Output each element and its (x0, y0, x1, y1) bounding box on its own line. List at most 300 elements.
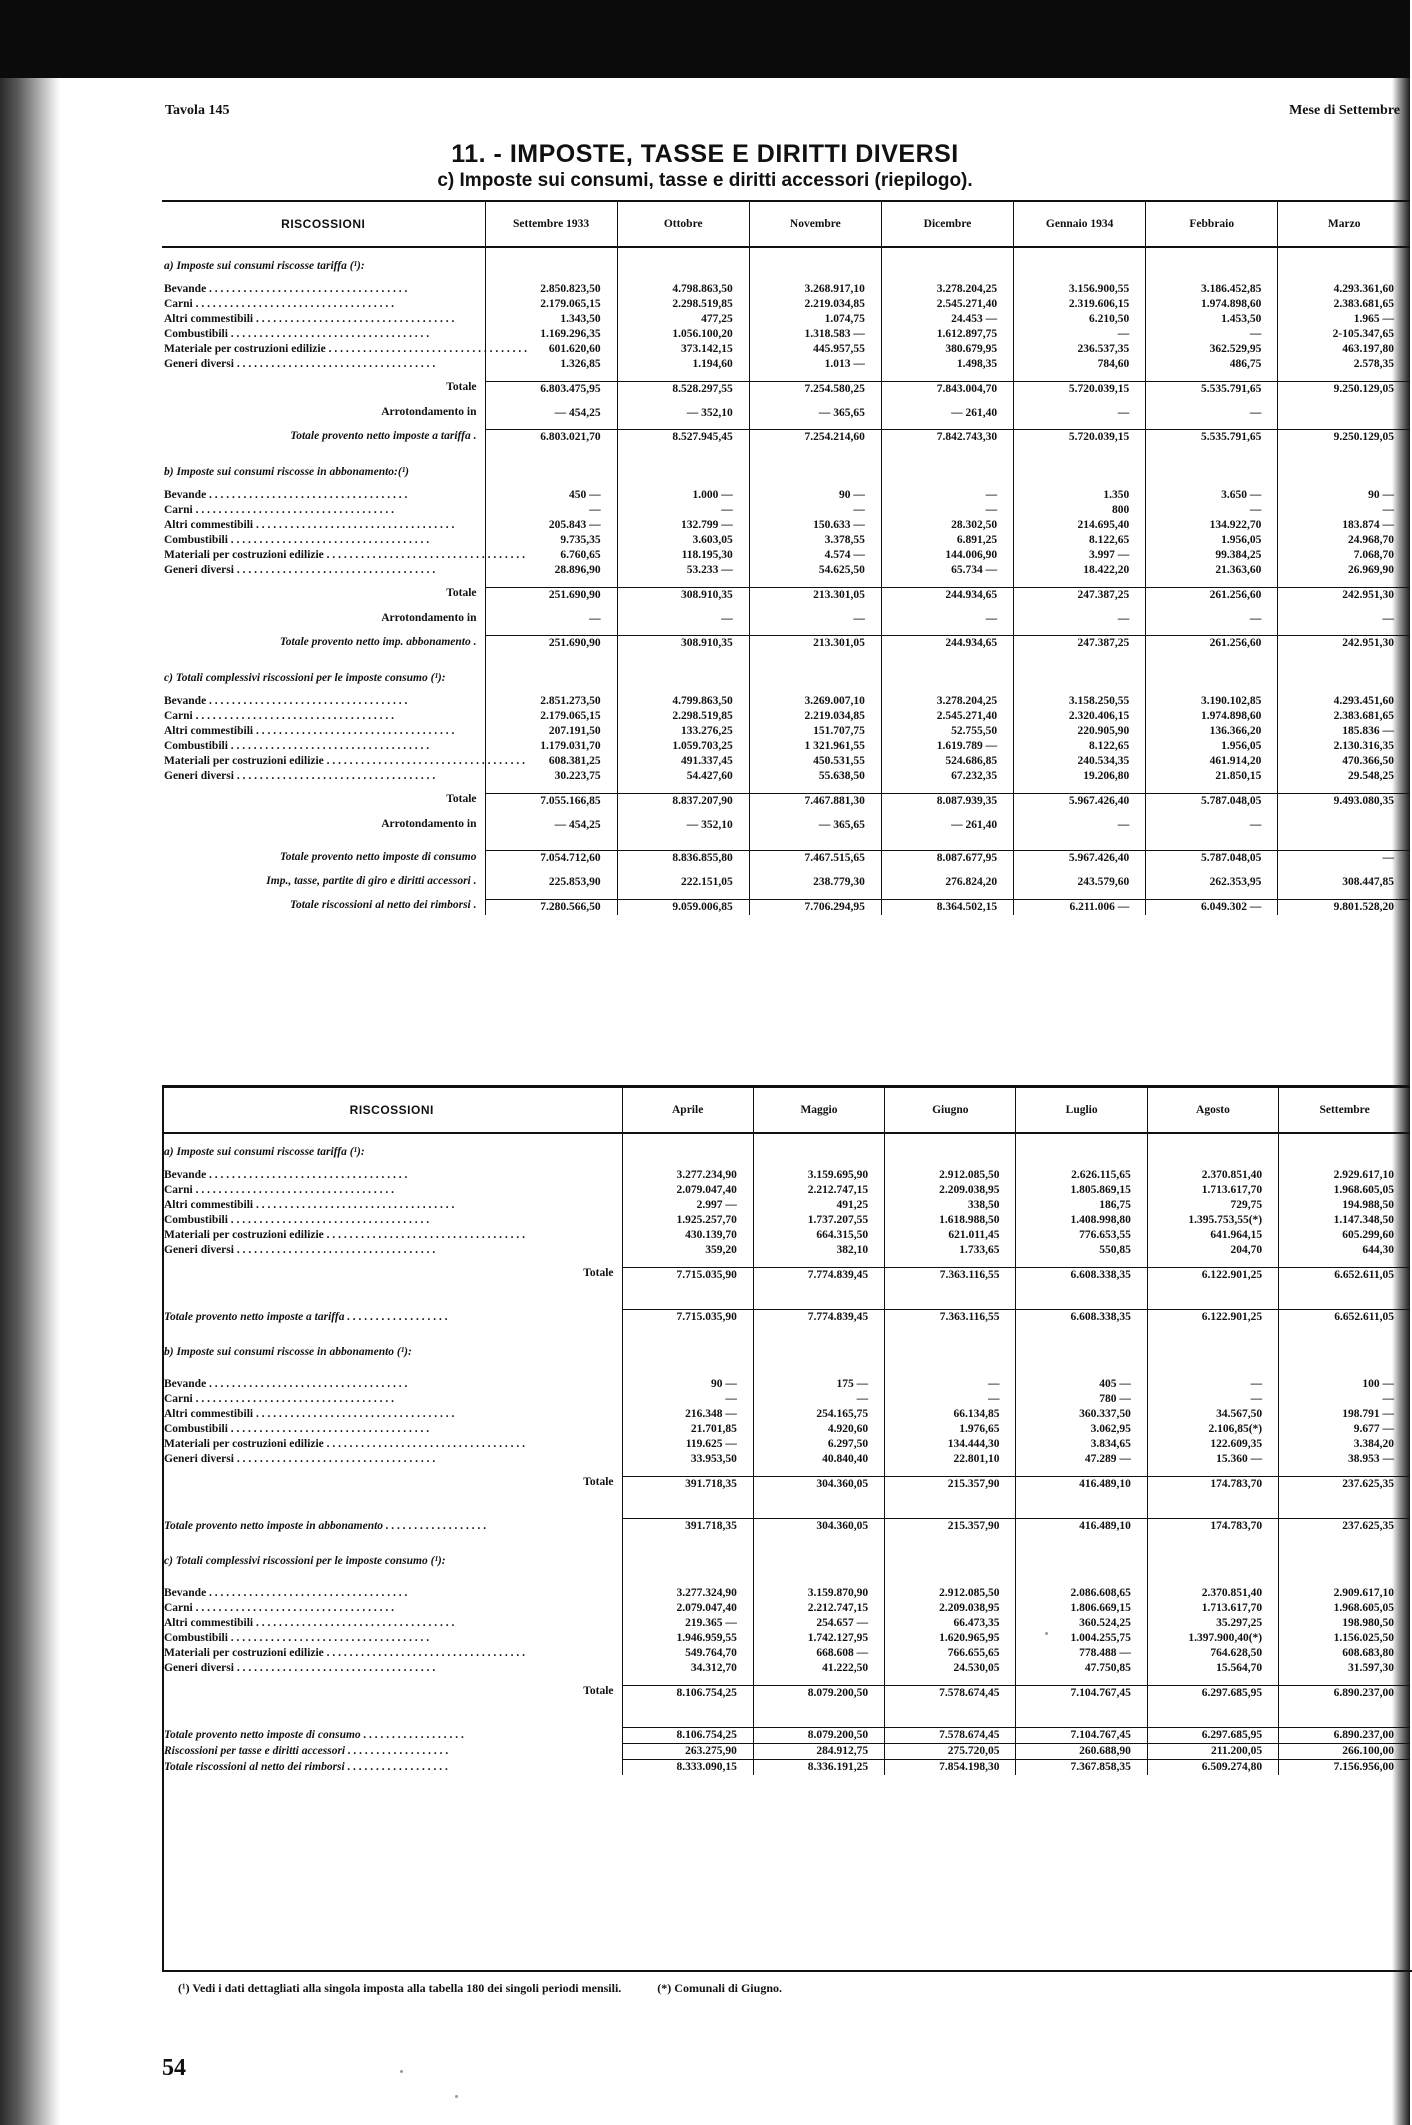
spacer-cell (1147, 1710, 1278, 1719)
dot-leader: . . . . . . . . . . . . . . . . . . . . . . . . . . . . . . . . . . . (227, 1423, 430, 1435)
row-label (162, 694, 485, 709)
spacer-cell (485, 397, 617, 406)
spacer-cell (617, 890, 749, 899)
value-cell: 52.755,50 (881, 724, 1013, 739)
value-cell: 416.489,10 (1016, 1519, 1147, 1535)
dot-leader: . . . . . . . . . . . . . . . . . . (383, 1519, 487, 1532)
row-label-text: Materiali per costruzioni edilizie (164, 1438, 324, 1450)
value-cell: 6.760,65 (485, 548, 617, 563)
value-cell: 34.312,70 (622, 1661, 753, 1676)
dot-leader: . . . . . . . . . . . . . . . . . . . . . . . . . . . . . . . . . . . (233, 1453, 436, 1465)
dot-leader: . . . . . . . . . . . . . . . . . . . . . . . . . . . . . . . . . . . (325, 343, 527, 355)
value-cell: 3.156.900,55 (1014, 282, 1146, 297)
spacer-cell (1146, 445, 1278, 454)
spacer-cell (1014, 784, 1146, 793)
value-cell: 41.222,50 (753, 1661, 884, 1676)
value-cell: 2.130.316,35 (1333, 740, 1394, 752)
row-label (162, 1243, 622, 1258)
spacer-cell (885, 1325, 1016, 1334)
value-cell: 213.301,05 (749, 636, 881, 652)
spacer-cell (753, 1359, 884, 1368)
spacer-cell (753, 1577, 884, 1586)
spacer-cell (1146, 842, 1278, 851)
value-cell: 6.608.338,35 (1016, 1310, 1147, 1326)
empty-cell (1014, 257, 1146, 273)
row-label (162, 769, 485, 784)
spacer-cell (1016, 1568, 1147, 1577)
spacer-cell (749, 479, 881, 488)
row-label (162, 1422, 622, 1437)
value-cell: — (1014, 818, 1146, 833)
value-cell: 8.836.855,80 (617, 851, 749, 867)
value-cell: 2.079.047,40 (622, 1601, 753, 1616)
row-label (162, 312, 485, 327)
value-cell: 215.357,90 (885, 1519, 1016, 1535)
value-cell: 405 — (1016, 1377, 1147, 1392)
value-cell: 54.625,50 (749, 563, 881, 578)
spacer-cell (162, 1325, 622, 1334)
spacer-cell (622, 1701, 753, 1710)
value-cell: 2.912.085,50 (885, 1168, 1016, 1183)
spacer-cell (485, 421, 617, 430)
spacer-cell (749, 627, 881, 636)
value-cell: 6.297,50 (753, 1437, 884, 1452)
table-row (162, 1719, 1410, 1728)
spacer-cell (162, 842, 485, 851)
row-label (162, 724, 485, 739)
dot-leader: . . . . . . . . . . . . . . . . . . . . . . . . . . . . . . . . . . . (192, 298, 394, 310)
value-cell: 304.360,05 (753, 1476, 884, 1492)
dot-leader: . . . . . . . . . . . . . . . . . . (344, 1310, 448, 1323)
spacer-cell (1016, 1258, 1147, 1267)
spacer-cell (1147, 1368, 1278, 1377)
row-label (162, 548, 526, 563)
value-cell: 3.277.234,90 (622, 1168, 753, 1183)
value-cell: 247.387,25 (1014, 636, 1146, 652)
spacer-cell (622, 1710, 753, 1719)
value-cell: 2.209.038,95 (885, 1183, 1016, 1198)
spacer-cell (622, 1368, 753, 1377)
table-row (162, 578, 1410, 587)
value-cell: 3.603,05 (617, 533, 749, 548)
value-cell: 3.650 — (1146, 488, 1278, 503)
table-row (162, 1552, 1410, 1568)
value-cell: 2.912.085,50 (885, 1586, 1016, 1601)
spacer-cell (1014, 421, 1146, 430)
spacer-cell (162, 445, 485, 454)
empty-cell (885, 1552, 1016, 1568)
value-cell: 6.297.685,95 (1147, 1728, 1278, 1744)
value-cell: 1.956,05 (1146, 739, 1278, 754)
value-cell: — 365,65 (749, 818, 881, 833)
dot-leader: . . . . . . . . . . . . . . . . . . . . . . . . . . . . . . . . . . . (233, 1662, 436, 1674)
value-cell: — (1146, 503, 1278, 518)
value-cell: — (1014, 406, 1146, 421)
value-cell: 122.609,35 (1147, 1437, 1278, 1452)
spacer-cell (753, 1701, 884, 1710)
spacer-cell (1016, 1543, 1147, 1552)
value-cell: 1.318.583 — (749, 327, 881, 342)
row-label-text: Altri commestibili (164, 1199, 254, 1211)
empty-cell (1279, 1552, 1410, 1568)
row-label-text: Altri commestibili (164, 1617, 254, 1629)
table-row (162, 890, 1410, 899)
row-label-text: Altri commestibili (164, 725, 254, 737)
value-cell: 5.967.426,40 (1014, 851, 1146, 867)
value-cell: — 454,25 (485, 818, 617, 833)
value-cell: 450.531,55 (749, 754, 881, 769)
spacer-cell (617, 833, 749, 842)
row-label (162, 282, 485, 297)
value-cell: 6.890.237,00 (1279, 1728, 1410, 1744)
value-cell: 1.395.753,55(*) (1147, 1213, 1278, 1228)
value-cell: 24.968,70 (1348, 534, 1394, 546)
value-cell: 461.914,20 (1146, 754, 1278, 769)
total-row-label (162, 1310, 622, 1326)
spacer-cell (749, 685, 881, 694)
value-cell: — 352,10 (617, 818, 749, 833)
spacer-cell (1016, 1301, 1147, 1310)
table-row (162, 1301, 1410, 1310)
value-cell: 391.718,35 (622, 1519, 753, 1535)
value-cell: 4.574 — (749, 548, 881, 563)
value-cell: 3.278.204,25 (881, 282, 1013, 297)
spacer-cell (1278, 842, 1410, 851)
spacer-cell (162, 1258, 622, 1267)
spacer-cell (753, 1258, 884, 1267)
table-row (162, 312, 1410, 327)
scan-speck (1045, 1632, 1048, 1635)
spacer-cell (1278, 247, 1410, 257)
spacer-cell (162, 660, 485, 669)
value-cell: 174.783,70 (1147, 1519, 1278, 1535)
row-label-text: Combustibili (164, 1214, 228, 1226)
value-cell: 18.422,20 (1014, 563, 1146, 578)
table-row (162, 851, 1410, 867)
row-label (162, 488, 485, 503)
spacer-cell (1278, 603, 1410, 612)
value-cell: 136.366,20 (1146, 724, 1278, 739)
value-cell: — (885, 1392, 1016, 1407)
value-cell: 244.934,65 (881, 587, 1013, 603)
row-label (162, 342, 527, 357)
value-cell: 668.608 — (753, 1646, 884, 1661)
row-label-text: Combustibili (164, 328, 228, 340)
spacer-cell (1146, 809, 1278, 818)
row-label (162, 1646, 622, 1661)
value-cell: 266.100,00 (1279, 1744, 1410, 1760)
value-cell: 4.798.863,50 (617, 282, 749, 297)
dot-leader: . . . . . . . . . . . . . . . . . . (345, 1744, 449, 1757)
spacer-cell (1146, 833, 1278, 842)
spacer-cell (1147, 1510, 1278, 1519)
total-label-text: Totale provento netto imposte di consumo (164, 1728, 361, 1741)
spacer-cell (1146, 397, 1278, 406)
total-row-label: Totale (162, 1267, 622, 1283)
value-cell: 2.850.823,50 (485, 282, 617, 297)
dot-leader: . . . . . . . . . . . . . . . . . . . . . . . . . . . . . . . . . . . (206, 695, 408, 707)
spacer-cell (485, 445, 617, 454)
empty-cell (485, 463, 617, 479)
value-cell: 2.179.065,15 (485, 297, 617, 312)
value-cell: 5.787.048,05 (1146, 793, 1278, 809)
total-row-label: Arrotondamento in (162, 406, 485, 421)
value-cell: 26.969,90 (1348, 564, 1394, 576)
spacer-cell (162, 1676, 622, 1685)
value-cell: 764.628,50 (1147, 1646, 1278, 1661)
spacer-cell (1016, 1719, 1147, 1728)
spacer-cell (1147, 1283, 1278, 1292)
spacer-cell (162, 1292, 622, 1301)
value-cell: 34.567,50 (1147, 1407, 1278, 1422)
spacer-cell (1147, 1301, 1278, 1310)
value-cell: 491,25 (753, 1198, 884, 1213)
spacer-cell (1016, 1292, 1147, 1301)
spacer-cell (749, 809, 881, 818)
spacer-cell (485, 479, 617, 488)
value-cell: 7.068,70 (1353, 549, 1394, 561)
spacer-cell (885, 1258, 1016, 1267)
value-cell: 1.968.605,05 (1333, 1184, 1394, 1196)
spacer-cell (1147, 1543, 1278, 1552)
value-cell: 1.000 — (617, 488, 749, 503)
dot-leader: . . . . . . . . . . . . . . . . . . . . . . . . . . . . . . . . . . . (253, 1408, 455, 1420)
spacer-cell (622, 1568, 753, 1577)
dot-leader: . . . . . . . . . . . . . . . . . . . . . . . . . . . . . . . . . . . (192, 710, 394, 722)
value-cell: 4.920,60 (753, 1422, 884, 1437)
table-number: Tavola 145 (165, 103, 230, 118)
value-cell: 2.298.519,85 (617, 709, 749, 724)
spacer-cell (162, 685, 485, 694)
value-cell: 1.156.025,50 (1333, 1632, 1394, 1644)
total-row-label: Totale provento netto imp. abbonamento . (162, 636, 485, 652)
spacer-cell (1279, 1334, 1410, 1343)
value-cell: 308.910,35 (617, 636, 749, 652)
spacer-cell (617, 842, 749, 851)
value-cell: 1.965 — (1353, 313, 1394, 325)
table-row (162, 1586, 1410, 1601)
value-cell: 6.210,50 (1014, 312, 1146, 327)
value-cell: 362.529,95 (1146, 342, 1278, 357)
spacer-cell (162, 578, 485, 587)
total-row-label: Totale (162, 587, 485, 603)
row-label (162, 1661, 622, 1676)
value-cell: 251.690,90 (485, 636, 617, 652)
dot-leader: . . . . . . . . . . . . . . . . . . . . . . . . . . . . . . . . . . . (192, 1184, 394, 1196)
value-cell: 247.387,25 (1014, 587, 1146, 603)
value-cell: 222.151,05 (617, 875, 749, 890)
spacer-cell (162, 397, 485, 406)
spacer-cell (885, 1719, 1016, 1728)
value-cell: 1.056.100,20 (617, 327, 749, 342)
dot-leader: . . . . . . . . . . . . . . . . . . . . . . . . . . . . . . . . . . . (227, 1214, 430, 1226)
total-label-text: Totale provento netto imposte in abbonamento (164, 1519, 384, 1532)
table-row (162, 406, 1410, 421)
value-cell: 1.179.031,70 (485, 739, 617, 754)
value-cell: 2.929.617,10 (1333, 1169, 1394, 1181)
spacer-cell (162, 421, 485, 430)
value-cell: 90 — (622, 1377, 753, 1392)
spacer-cell (753, 1710, 884, 1719)
total-row-label: Totale provento netto imposte di consumo (162, 851, 485, 867)
value-cell: — (749, 612, 881, 627)
spacer-cell (885, 1467, 1016, 1476)
spacer-cell (1278, 454, 1410, 463)
table-row (162, 1646, 1410, 1661)
value-cell: 240.534,35 (1014, 754, 1146, 769)
value-cell: 7.254.580,25 (749, 381, 881, 397)
spacer-cell (1147, 1577, 1278, 1586)
table-row (162, 833, 1410, 842)
dot-leader: . . . . . . . . . . . . . . . . . . . . . . . . . . . . . . . . . . . (233, 358, 436, 370)
page-number: 54 (162, 2055, 186, 2081)
value-cell: 242.951,30 (1278, 636, 1410, 652)
spacer-cell (1014, 397, 1146, 406)
row-label (162, 1168, 622, 1183)
total-row-label: Totale (162, 381, 485, 397)
value-cell: 2.106,85(*) (1147, 1422, 1278, 1437)
spacer-cell (162, 809, 485, 818)
spacer-cell (1016, 1701, 1147, 1710)
section-label: c) Totali complessivi riscossioni per le imposte consumo (¹): (162, 1552, 622, 1568)
empty-cell (885, 1143, 1016, 1159)
spacer-cell (622, 1501, 753, 1510)
value-cell: 6.122.901,25 (1147, 1267, 1278, 1283)
table-row (162, 381, 1410, 397)
table-row (162, 1310, 1410, 1326)
empty-cell (1279, 1143, 1410, 1159)
spacer-cell (485, 866, 617, 875)
value-cell: 360.337,50 (1016, 1407, 1147, 1422)
spacer-cell (617, 454, 749, 463)
total-label-text: Riscossioni per tasse e diritti accessori (164, 1744, 346, 1757)
value-cell: 463.197,80 (1342, 343, 1394, 355)
value-cell: 1.946.959,55 (622, 1631, 753, 1646)
value-cell: 237.625,35 (1279, 1519, 1410, 1535)
spacer-cell (1279, 1368, 1410, 1377)
spacer-cell (617, 578, 749, 587)
spacer-cell (1147, 1701, 1278, 1710)
value-cell: 3.384,20 (1353, 1438, 1394, 1450)
spacer-cell (617, 627, 749, 636)
page-title: 11. - IMPOSTE, TASSE E DIRITTI DIVERSI (451, 140, 959, 168)
empty-cell (1146, 669, 1278, 685)
value-cell: 8.079.200,50 (753, 1685, 884, 1701)
column-header-month: Settembre 1933 (485, 201, 617, 247)
scan-speck (455, 2095, 458, 2098)
value-cell: 1.619.789 — (881, 739, 1013, 754)
value-cell: 4.799.863,50 (617, 694, 749, 709)
value-cell: 2.370.851,40 (1147, 1168, 1278, 1183)
column-header-riscossioni: RISCOSSIONI (162, 1087, 622, 1133)
spacer-cell (1278, 651, 1410, 660)
row-label-text: Bevande (164, 1587, 207, 1599)
spacer-cell (162, 890, 485, 899)
value-cell: 524.686,85 (881, 754, 1013, 769)
spacer-cell (1279, 1710, 1410, 1719)
value-cell: 780 — (1016, 1392, 1147, 1407)
spacer-cell (162, 1710, 622, 1719)
spacer-cell (749, 445, 881, 454)
table-row (162, 1616, 1410, 1631)
spacer-cell (1279, 1501, 1410, 1510)
value-cell: 33.953,50 (622, 1452, 753, 1467)
dot-leader: . . . . . . . . . . . . . . . . . . (344, 1760, 449, 1773)
spacer-cell (1147, 1325, 1278, 1334)
value-cell: 1.806.669,15 (1016, 1601, 1147, 1616)
value-cell: 2.383.681,65 (1333, 710, 1394, 722)
spacer-cell (617, 273, 749, 282)
value-cell: 262.353,95 (1146, 875, 1278, 890)
value-cell: 263.275,90 (622, 1744, 753, 1760)
spacer-cell (622, 1301, 753, 1310)
table-row (162, 793, 1410, 809)
spacer-cell (617, 445, 749, 454)
empty-cell (1278, 669, 1410, 685)
value-cell: 549.764,70 (622, 1646, 753, 1661)
value-cell: 6.211.006 — (1014, 899, 1146, 915)
spacer-cell (1146, 603, 1278, 612)
value-cell: — (1147, 1377, 1278, 1392)
value-cell: 360.524,25 (1016, 1616, 1147, 1631)
table-row (162, 1744, 1410, 1760)
value-cell: 5.720.039,15 (1014, 430, 1146, 446)
row-label (162, 357, 485, 372)
dot-leader: . . . . . . . . . . . . . . . . . . . . . . . . . . . . . . . . . . . (206, 489, 408, 501)
spacer-cell (1146, 454, 1278, 463)
column-header-month: Agosto (1147, 1087, 1278, 1133)
spacer-cell (162, 1368, 622, 1377)
spacer-cell (485, 809, 617, 818)
table-row (162, 1377, 1410, 1392)
table-row (162, 273, 1410, 282)
spacer-cell (617, 247, 749, 257)
spacer-cell (1016, 1133, 1147, 1143)
row-label-text: Carni (164, 298, 193, 310)
spacer-cell (1016, 1368, 1147, 1377)
table-row (162, 1143, 1410, 1159)
value-cell: 373.142,15 (617, 342, 749, 357)
row-label-text: Generi diversi (164, 1244, 234, 1256)
spacer-cell (753, 1492, 884, 1501)
table-row (162, 327, 1410, 342)
table-row (162, 1359, 1410, 1368)
empty-cell (1147, 1343, 1278, 1359)
empty-cell (1016, 1552, 1147, 1568)
value-cell: 1.013 — (749, 357, 881, 372)
spacer-cell (617, 784, 749, 793)
spacer-cell (162, 1359, 622, 1368)
table-row (162, 651, 1410, 660)
value-cell: 21.701,85 (622, 1422, 753, 1437)
value-cell: 1.350 (1014, 488, 1146, 503)
table-row (162, 357, 1410, 372)
value-cell: 251.690,90 (485, 587, 617, 603)
table-riscossioni-1933-34 (162, 200, 1410, 915)
table-row (162, 1467, 1410, 1476)
total-row-label (162, 1519, 622, 1535)
value-cell: 416.489,10 (1016, 1476, 1147, 1492)
spacer-cell (753, 1159, 884, 1168)
value-cell: 6.049.302 — (1146, 899, 1278, 915)
spacer-cell (1016, 1492, 1147, 1501)
value-cell: 7.578.674,45 (885, 1728, 1016, 1744)
spacer-cell (1279, 1701, 1410, 1710)
value-cell: 183.874 — (1342, 519, 1394, 531)
table-row (162, 685, 1410, 694)
value-cell: — (1382, 504, 1394, 516)
spacer-cell (1016, 1159, 1147, 1168)
